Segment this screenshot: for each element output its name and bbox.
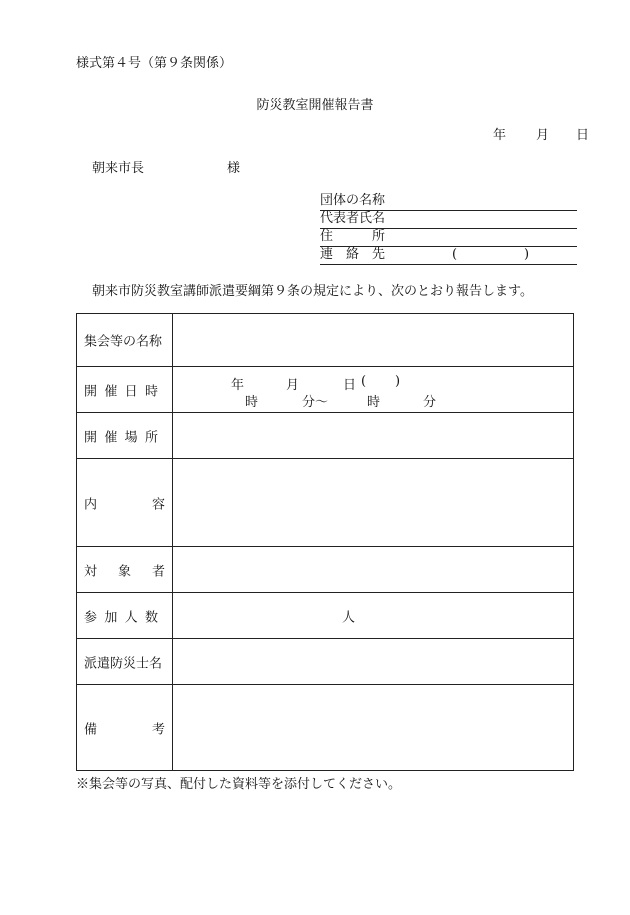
contact-paren-open: ( — [452, 247, 458, 262]
label-char: 容 — [151, 497, 165, 512]
label-char: 人 — [124, 610, 138, 625]
table-row — [77, 685, 574, 771]
date-month-label: 月 — [536, 128, 550, 143]
weekday-paren-open: ( — [361, 374, 367, 389]
row-label — [77, 593, 173, 639]
label-char: 者 — [151, 564, 165, 579]
label-char: 催 — [104, 384, 118, 399]
table-row — [77, 413, 574, 459]
report-table — [76, 313, 574, 771]
label-char: 内 — [84, 497, 98, 512]
address-label-char: 住 — [320, 229, 334, 244]
dispatched-instructor-label: 派遣防災士名 — [84, 656, 163, 671]
dispatched-instructor-field[interactable] — [173, 639, 574, 685]
participants-label — [84, 606, 158, 625]
label-char: 備 — [84, 722, 98, 737]
address-label-char: 所 — [372, 229, 386, 244]
org-name-line — [320, 193, 577, 211]
contact-line — [320, 247, 577, 265]
contact-label-char: 連 — [320, 247, 334, 262]
form-number: 様式第４号（第９条関係） — [76, 56, 233, 71]
audience-label — [84, 560, 165, 579]
row-label — [77, 367, 173, 413]
label-char: 数 — [144, 610, 158, 625]
row-label — [77, 685, 173, 771]
table-row — [77, 547, 574, 593]
day-unit: 日 — [343, 378, 357, 393]
event-name-field[interactable] — [173, 314, 574, 367]
row-label — [77, 314, 173, 367]
label-char: 加 — [104, 610, 118, 625]
label-char: 場 — [124, 430, 138, 445]
label-char: 時 — [144, 384, 158, 399]
label-char: 参 — [84, 610, 98, 625]
label-char: 考 — [151, 722, 165, 737]
label-char: 日 — [124, 384, 138, 399]
content-field[interactable] — [173, 459, 574, 547]
hour-start-unit: 時 — [245, 395, 259, 410]
document-title: 防災教室開催報告書 — [256, 98, 374, 113]
addressee — [92, 157, 241, 176]
weekday-paren-close: ) — [395, 374, 401, 389]
attachment-note: ※集会等の写真、配付した資料等を添付してください。 — [76, 777, 402, 792]
minute-end-unit: 分 — [423, 395, 437, 410]
row-label — [77, 547, 173, 593]
date-day-label: 日 — [576, 128, 590, 143]
remarks-label — [84, 718, 165, 737]
label-char: 催 — [104, 430, 118, 445]
remarks-field[interactable] — [173, 685, 574, 771]
participants-field[interactable] — [173, 593, 574, 639]
label-char: 象 — [117, 564, 131, 579]
label-char: 所 — [144, 430, 158, 445]
table-row — [77, 367, 574, 413]
table-row — [77, 314, 574, 367]
audience-field[interactable] — [173, 547, 574, 593]
label-char: 開 — [84, 384, 98, 399]
date-year-label: 年 — [493, 128, 507, 143]
contact-label-char: 先 — [372, 247, 386, 262]
month-unit: 月 — [286, 378, 300, 393]
addressee-honorific: 様 — [227, 161, 241, 176]
contact-label-char: 絡 — [346, 247, 360, 262]
row-label — [77, 459, 173, 547]
row-label — [77, 413, 173, 459]
content-label — [84, 493, 165, 512]
label-char: 対 — [84, 564, 98, 579]
participants-unit: 人 — [342, 610, 356, 625]
label-char: 開 — [84, 430, 98, 445]
event-name-label: 集会等の名称 — [84, 334, 163, 350]
applicant-block — [320, 193, 577, 265]
minute-start-unit: 分～ — [302, 395, 329, 410]
venue-label — [84, 426, 158, 445]
venue-field[interactable] — [173, 413, 574, 459]
hour-end-unit: 時 — [367, 395, 381, 410]
contact-paren-close: ) — [524, 247, 530, 262]
representative-line — [320, 211, 577, 229]
datetime-field[interactable] — [173, 367, 574, 413]
address-line — [320, 229, 577, 247]
datetime-label — [84, 380, 158, 399]
row-label — [77, 639, 173, 685]
year-unit: 年 — [231, 378, 245, 393]
report-statement: 朝来市防災教室講師派遣要綱第９条の規定により、次のとおり報告します。 — [92, 284, 533, 299]
org-name-label: 団体の名称 — [320, 193, 386, 208]
table-row — [77, 593, 574, 639]
representative-label: 代表者氏名 — [320, 211, 386, 226]
addressee-name: 朝来市長 — [92, 161, 145, 176]
table-row — [77, 639, 574, 685]
table-row — [77, 459, 574, 547]
